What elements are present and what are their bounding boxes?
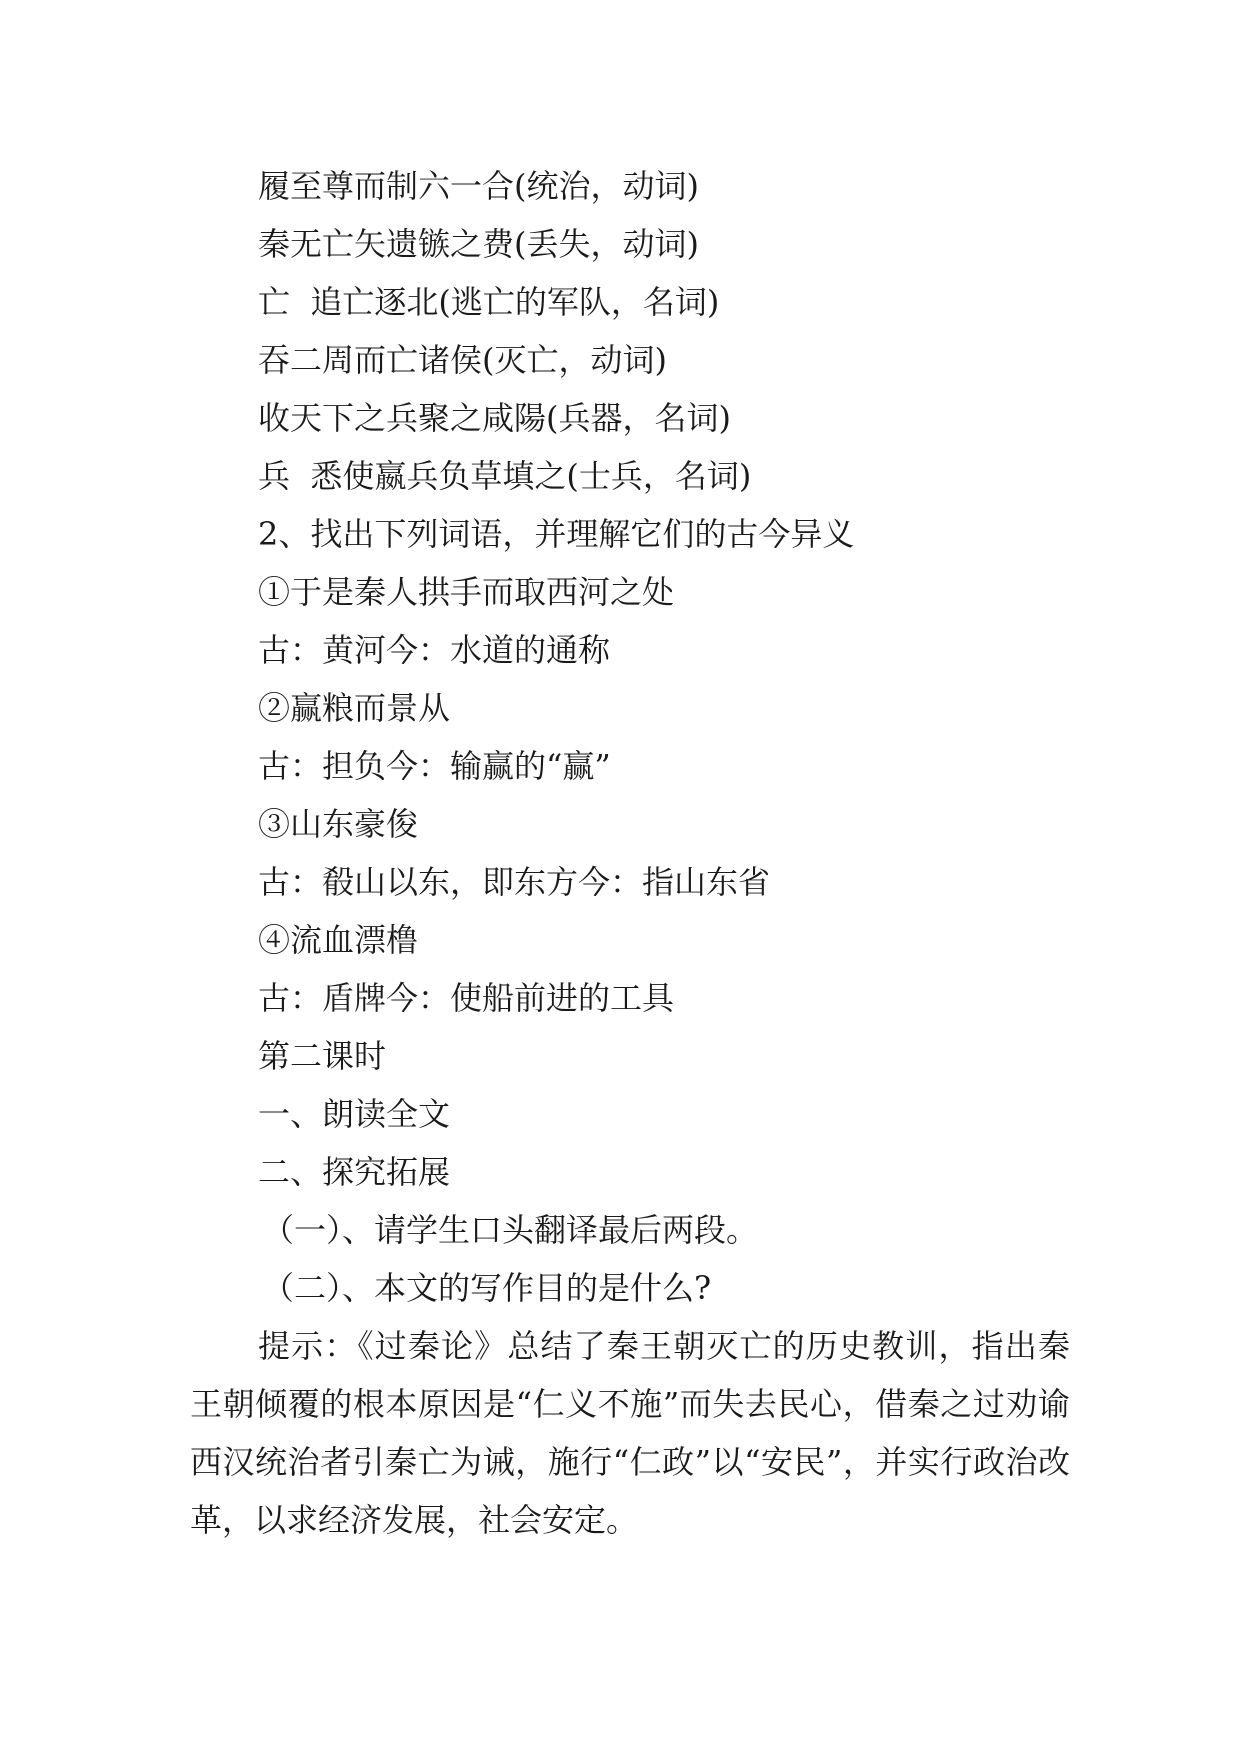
text-line: 秦无亡矢遗镞之费(丢失，动词) xyxy=(258,225,699,263)
text-line: 吞二周而亡诸侯(灭亡，动词) xyxy=(258,341,667,379)
text-line: ④流血漂橹 xyxy=(258,921,419,959)
question-item: （二）、本文的写作目的是什么? xyxy=(262,1269,712,1307)
hint-paragraph: 提示：《过秦论》总结了秦王朝灭亡的历史教训，指出秦王朝倾覆的根本原因是“仁义不施”而失去民心，借秦之过劝谕西汉统治者引秦亡为诫，施行“仁政”以“安民”，并实行政治改革，以求经济发展，社会安定。 xyxy=(190,1327,1070,1539)
text-line: 履至尊而制六一合(统治，动词) xyxy=(258,167,699,205)
text-line: 收天下之兵聚之咸陽(兵器，名词) xyxy=(258,399,731,437)
text-line: 古：盾牌今：使船前进的工具 xyxy=(258,979,675,1017)
section-heading: 二、探究拓展 xyxy=(258,1153,451,1191)
text-line: ①于是秦人拱手而取西河之处 xyxy=(258,573,675,611)
question-item: （一）、请学生口头翻译最后两段。 xyxy=(262,1211,759,1249)
section-heading: 2、找出下列词语，并理解它们的古今异义 xyxy=(258,515,855,553)
text-line: 亡 追亡逐北(逃亡的军队，名词) xyxy=(258,283,720,321)
text-line: ③山东豪俊 xyxy=(258,805,419,843)
text-line: 古：担负今：输赢的“赢” xyxy=(258,747,611,785)
text-line: 古：殽山以东，即东方今：指山东省 xyxy=(258,863,771,901)
text-line: ②赢粮而景从 xyxy=(258,689,451,727)
section-heading: 一、朗读全文 xyxy=(258,1095,451,1133)
document-body xyxy=(190,157,1070,1549)
text-line: 兵 悉使嬴兵负草填之(士兵，名词) xyxy=(258,457,752,495)
section-heading: 第二课时 xyxy=(258,1037,387,1075)
text-line: 古：黄河今：水道的通称 xyxy=(258,631,611,669)
